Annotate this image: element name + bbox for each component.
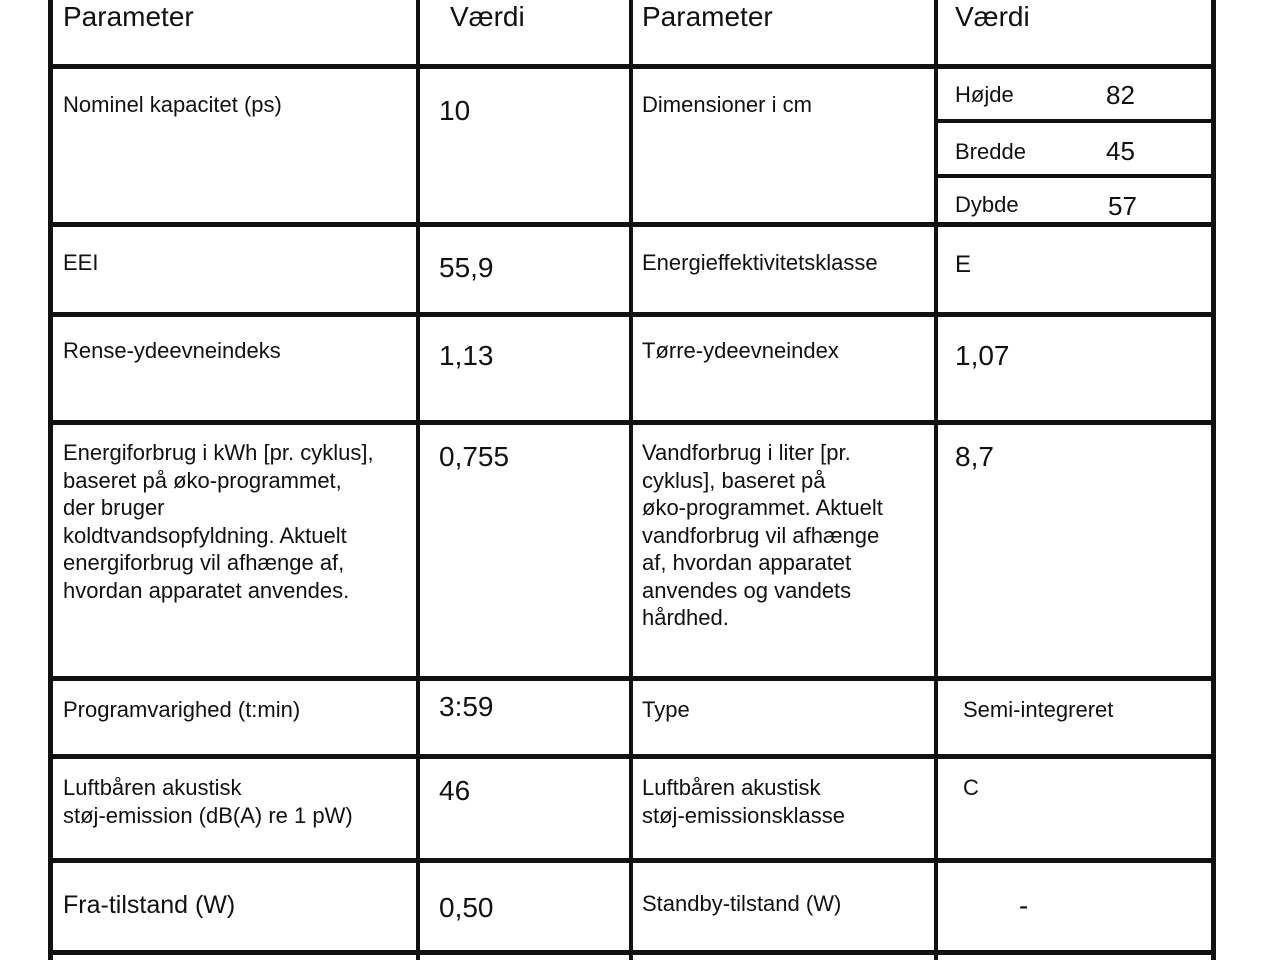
header-value-left: Værdi [450, 2, 525, 32]
dimension-divider-1 [938, 119, 1211, 123]
off-mode-label: Fra-tilstand (W) [63, 891, 236, 919]
off-mode-value: 0,50 [439, 893, 494, 923]
width-value: 45 [1106, 137, 1135, 165]
program-duration-label: Programvarighed (t:min) [63, 697, 301, 722]
row-divider-7 [53, 950, 1211, 955]
water-consumption-value: 8,7 [955, 442, 994, 472]
row-divider-3 [53, 420, 1211, 425]
cleaning-index-value: 1,13 [439, 341, 494, 371]
row-divider-2 [53, 312, 1211, 317]
energy-class-value: E [955, 251, 972, 278]
noise-emission-value: 46 [439, 776, 471, 806]
energy-class-label: Energieffektivitetsklasse [642, 250, 878, 275]
noise-class-value: C [963, 775, 979, 800]
energy-consumption-value: 0,755 [439, 442, 510, 472]
noise-class-label: Luftbåren akustisk støj-emissionsklasse [642, 775, 845, 828]
column-divider-1 [416, 0, 420, 960]
cleaning-index-label: Rense-ydeevneindeks [63, 338, 281, 363]
type-label: Type [642, 697, 690, 722]
standby-mode-value: - [1019, 891, 1029, 921]
depth-label: Dybde [955, 193, 1019, 217]
header-parameter-right: Parameter [642, 2, 773, 32]
type-value: Semi-integreret [963, 697, 1114, 722]
height-value: 82 [1106, 81, 1135, 109]
noise-emission-label: Luftbåren akustisk støj-emission (dB(A) re 1 pW) [63, 775, 353, 828]
row-divider-header [53, 64, 1211, 69]
drying-index-label: Tørre-ydeevneindex [642, 338, 839, 363]
standby-mode-label: Standby-tilstand (W) [642, 891, 842, 916]
column-divider-2 [629, 0, 633, 960]
row-divider-5 [53, 754, 1211, 759]
height-label: Højde [955, 83, 1014, 107]
dimension-divider-2 [938, 174, 1211, 178]
specification-table [48, 0, 1216, 960]
header-value-right: Værdi [955, 2, 1030, 32]
row-divider-6 [53, 858, 1211, 863]
depth-value: 57 [1108, 192, 1137, 220]
column-divider-3 [934, 0, 938, 960]
energy-consumption-label: Energiforbrug i kWh [pr. cyklus], baseret på øko-programmet, der bruger koldtvandsopfyldning. Aktuelt energiforbrug vil afhænge af, hvordan apparatet anvendes. [63, 440, 374, 603]
program-duration-value: 3:59 [439, 692, 494, 722]
nominal-capacity-label: Nominel kapacitet (ps) [63, 92, 282, 117]
nominal-capacity-value: 10 [439, 96, 471, 126]
row-divider-4 [53, 676, 1211, 681]
width-label: Bredde [955, 140, 1026, 164]
header-parameter-left: Parameter [63, 2, 194, 32]
water-consumption-label: Vandforbrug i liter [pr. cyklus], baseret på øko-programmet. Aktuelt vandforbrug vil afhænge af, hvordan apparatet anvendes og vandets hårdhed. [642, 440, 883, 630]
row-divider-1 [53, 222, 1211, 227]
eei-value: 55,9 [439, 253, 494, 283]
dimensions-label: Dimensioner i cm [642, 92, 812, 117]
eei-label: EEI [63, 250, 99, 275]
drying-index-value: 1,07 [955, 341, 1010, 371]
